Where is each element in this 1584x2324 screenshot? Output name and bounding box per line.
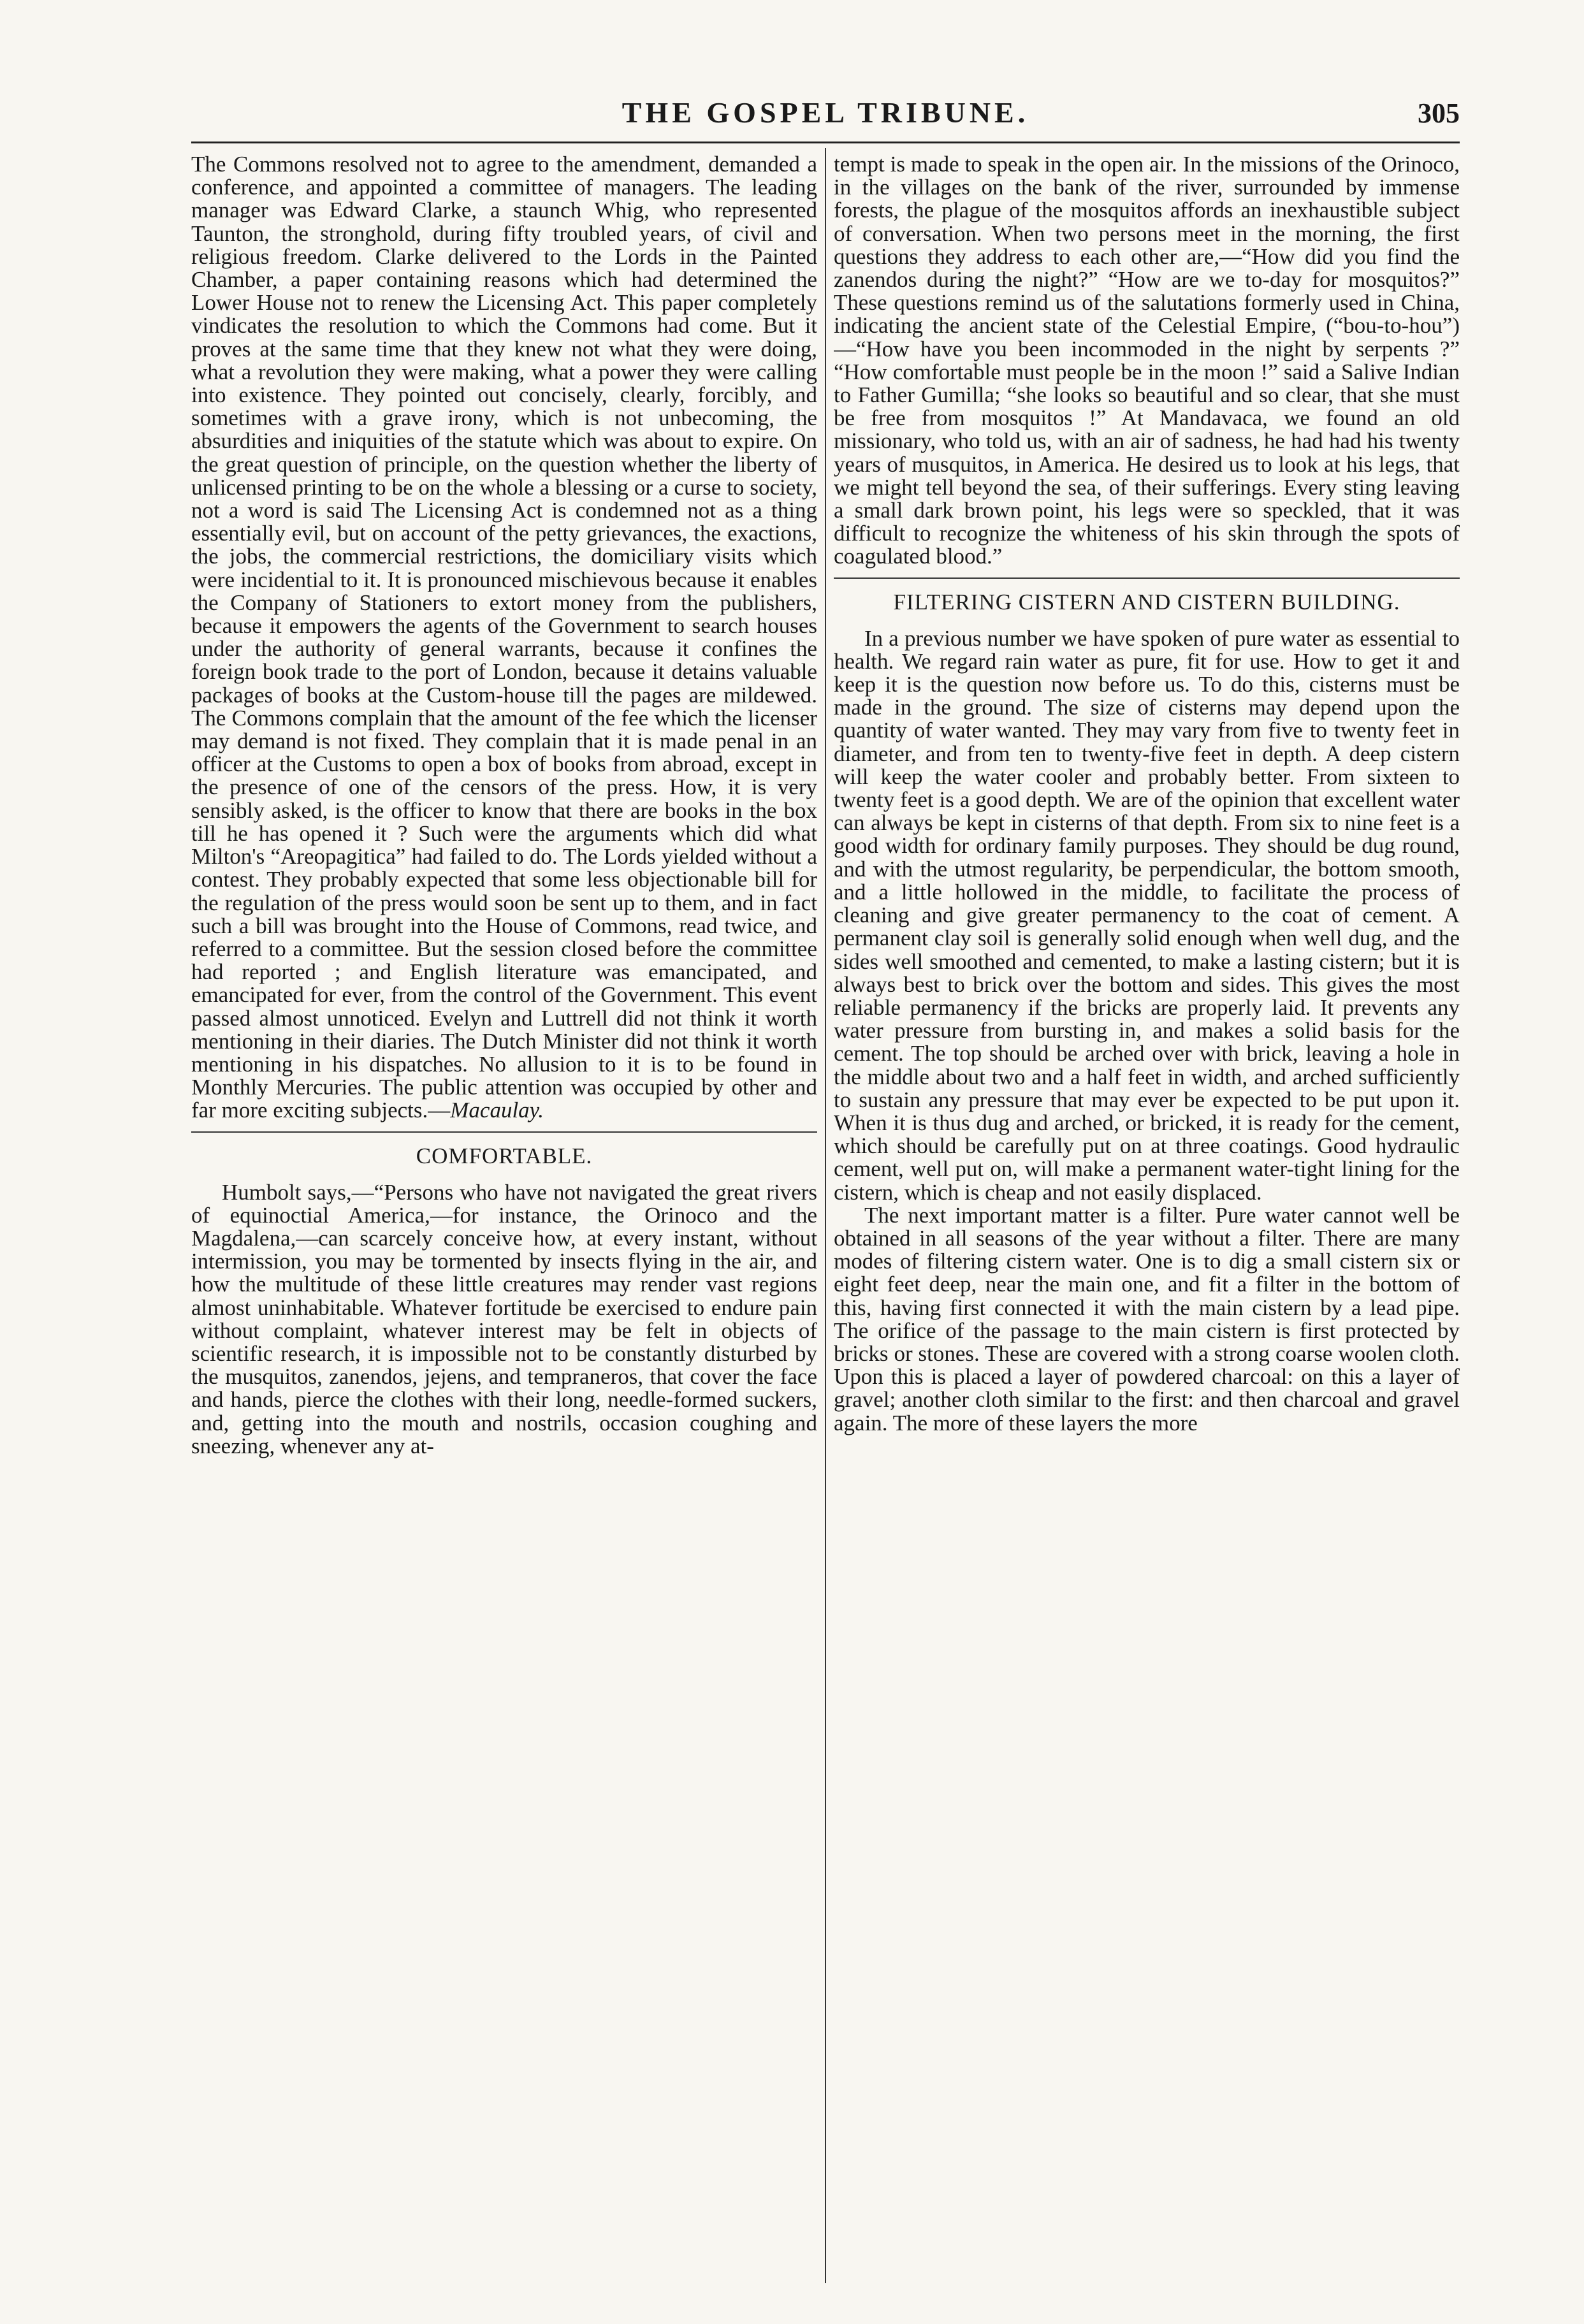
licensing-article-text: The Commons resolved not to agree to the amendment, demanded a conference, and appointed a committee of managers. The leading manager was Edward Clarke, a staunch Whig, who represented Taunton, the stronghold, during fifty troubled years, of civil and religious freedom. Clarke delivered to the Lords in the Painted Chamber, a paper containing reasons which had determined the Lower House not to renew the Licensing Act. This paper completely vindicates the resolution to which the Commons had come. But it proves at the same time that they knew not what they were doing, what a revolution they were making, what a power they were calling into existence. They pointed out concisely, clearly, forcibly, and sometimes with a grave irony, which is not unbecoming, the absurdities and iniquities of the statute which was about to expire. On the great question of principle, on the question whether the liberty of unlicensed printing to be on the whole a blessing or a curse to society, not a word is said The Licensing Act is condemned not as a thing essentially evil, but on account of the petty grievances, the exactions, the jobs, the commercial restrictions, the domiciliary visits which were incidential to it. It is pronounced mischievous because it enables the Company of Stationers to extort money from the publishers, because it empowers the agents of the Government to search houses under the authority of general warrants, because it confines the foreign book trade to the port of London, because it detains valuable packages of books at the Custom-house till the pages are mildewed. The Commons complain that the amount of the fee which the licenser may demand is not fixed. They complain that it is made penal in an officer at the Customs to open a box of books from abroad, except in the presence of one of the censors of the press. How, it is very sensibly asked, is the officer to know that there are books in the box till he has opened it ? Such were the arguments which did what Milton's “Areopagitica” had failed to do. The Lords yielded without a contest. They probably expected that some less objectionable bill for the regulation of the press would soon be sent up to them, and in fact such a bill was brought into the House of Commons, read twice, and referred to a committee. But the session closed before the committee had reported ; and English literature was emancipated, and emancipated for ever, from the control of the Government. This event passed almost unnoticed. Evelyn and Luttrell did not think it worth mentioning in their diaries. The Dutch Minister did not think it worth mentioning in his dispatches. No allusion to it is to be found in Monthly Mercuries. The public attention was occupied by other and far more exciting subjects.— <box>191 153 817 1123</box>
page-number: 305 <box>1418 98 1460 129</box>
comfortable-paragraph: Humbolt says,—“Persons who have not navigated the great rivers of equinoctial America,—for instance, the Orinoco and the Magdalena,—can scarcely conceive how, at every instant, without intermission, you may be tormented by insects flying in the air, and how the multitude of these little creatures may render vast regions almost uninhabitable. Whatever fortitude be exercised to endure pain without complaint, whatever interest may be felt in objects of scientific research, it is impossible not to be constantly disturbed by the musquitos, zanendos, jejens, and tempraneros, that cover the face and hands, pierce the clothes with their long, needle-formed suckers, and, getting into the mouth and nostrils, occasion coughing and sneezing, whenever any at- <box>191 1179 817 1458</box>
section-divider <box>834 577 1460 579</box>
header-rule <box>191 142 1460 143</box>
column-divider <box>825 148 826 2283</box>
page-header <box>191 96 1460 134</box>
right-column <box>834 153 1460 2282</box>
licensing-article-attribution: Macaulay. <box>450 1098 544 1123</box>
section-divider <box>191 1131 817 1133</box>
cistern-paragraph-2: The next important matter is a filter. Pure water cannot well be obtained in all seasons of the year without a filter. There are many modes of filtering cistern water. One is to dig a small cistern six or eight feet deep, near the main one, and fit a filter in the bottom of this, having first connected it with the main cistern by a lead pipe. The orifice of the passage to the main cistern is first protected by bricks or stones. These are covered with a strong coarse woolen cloth. Upon this is placed a layer of powdered charcoal: on this a layer of gravel; another cloth similar to the first: and then charcoal and gravel again. The more of these layers the more <box>834 1202 1460 1435</box>
cistern-paragraph-1: In a previous number we have spoken of pure water as essential to health. We regard rain water as pure, fit for use. How to get it and keep it is the question now before us. To do this, cisterns must be made in the ground. The size of cisterns may depend upon the quantity of water wanted. They may vary from five to twenty feet in diameter, and from ten to twenty-five feet in depth. A deep cistern will keep the water cooler and probably better. From sixteen to twenty feet is a good depth. We are of the opinion that excellent water can always be kept in cisterns of that depth. From six to nine feet is a good width for ordinary family purposes. They should be dug round, and with the utmost regularity, be perpendicular, the bottom smooth, and a little hollowed in the middle, to facilitate the process of cleaning and give greater permanency to the coat of cement. A permanent clay soil is generally solid enough when well dug, and the sides well smoothed and cemented, to make a lasting cistern; but it is always best to brick over the bottom and sides. This gives the most reliable permanency if the bricks are properly laid. It prevents any water pressure from bursting in, and makes a solid basis for the cement. The top should be arched over with brick, leaving a hole in the middle about two and a half feet in width, and arched sufficiently to sustain any pressure that may ever be expected to be put upon it. When it is thus dug and arched, or bricked, it is ready for the cement, which should be carefully put on at three coatings. Good hydraulic cement, well put on, will make a permanent water-tight lining for the cistern, which is cheap and not easily displaced. <box>834 625 1460 1205</box>
cistern-heading: FILTERING CISTERN AND CISTERN BUILDING. <box>893 589 1400 614</box>
comfortable-heading: COMFORTABLE. <box>416 1143 593 1168</box>
running-title: THE GOSPEL TRIBUNE. <box>621 96 1029 129</box>
licensing-article-paragraph <box>191 153 817 1122</box>
comfortable-continuation: tempt is made to speak in the open air. In the missions of the Orinoco, in the villages on the bank of the river, surrounded by immense forests, the plague of the mosquitos affords an inexhaustible subject of conversation. When two persons meet in the morning, the first questions they address to each other are,—“How did you find the zanendos during the night?” “How are we to-day for mosquitos?” These questions remind us of the salutations formerly used in China, indicating the ancient state of the Celestial Empire, (“bou-to-hou”)—“How have you been incommoded in the night by serpents ?” “How comfortable must people be in the moon !” said a Salive Indian to Father Gumilla; “she looks so beautiful and so clear, that she must be free from mosquitos !” At Mandavaca, we found an old missionary, who told us, with an air of sadness, he had had his twenty years of musquitos, in America. He desired us to look at his legs, that we might tell beyond the sea, of their sufferings. Every sting leaving a small dark brown point, his legs were so speckled, that it was difficult to recognize the whiteness of his skin through the spots of coagulated blood.” <box>834 153 1460 569</box>
left-column <box>191 153 817 2282</box>
